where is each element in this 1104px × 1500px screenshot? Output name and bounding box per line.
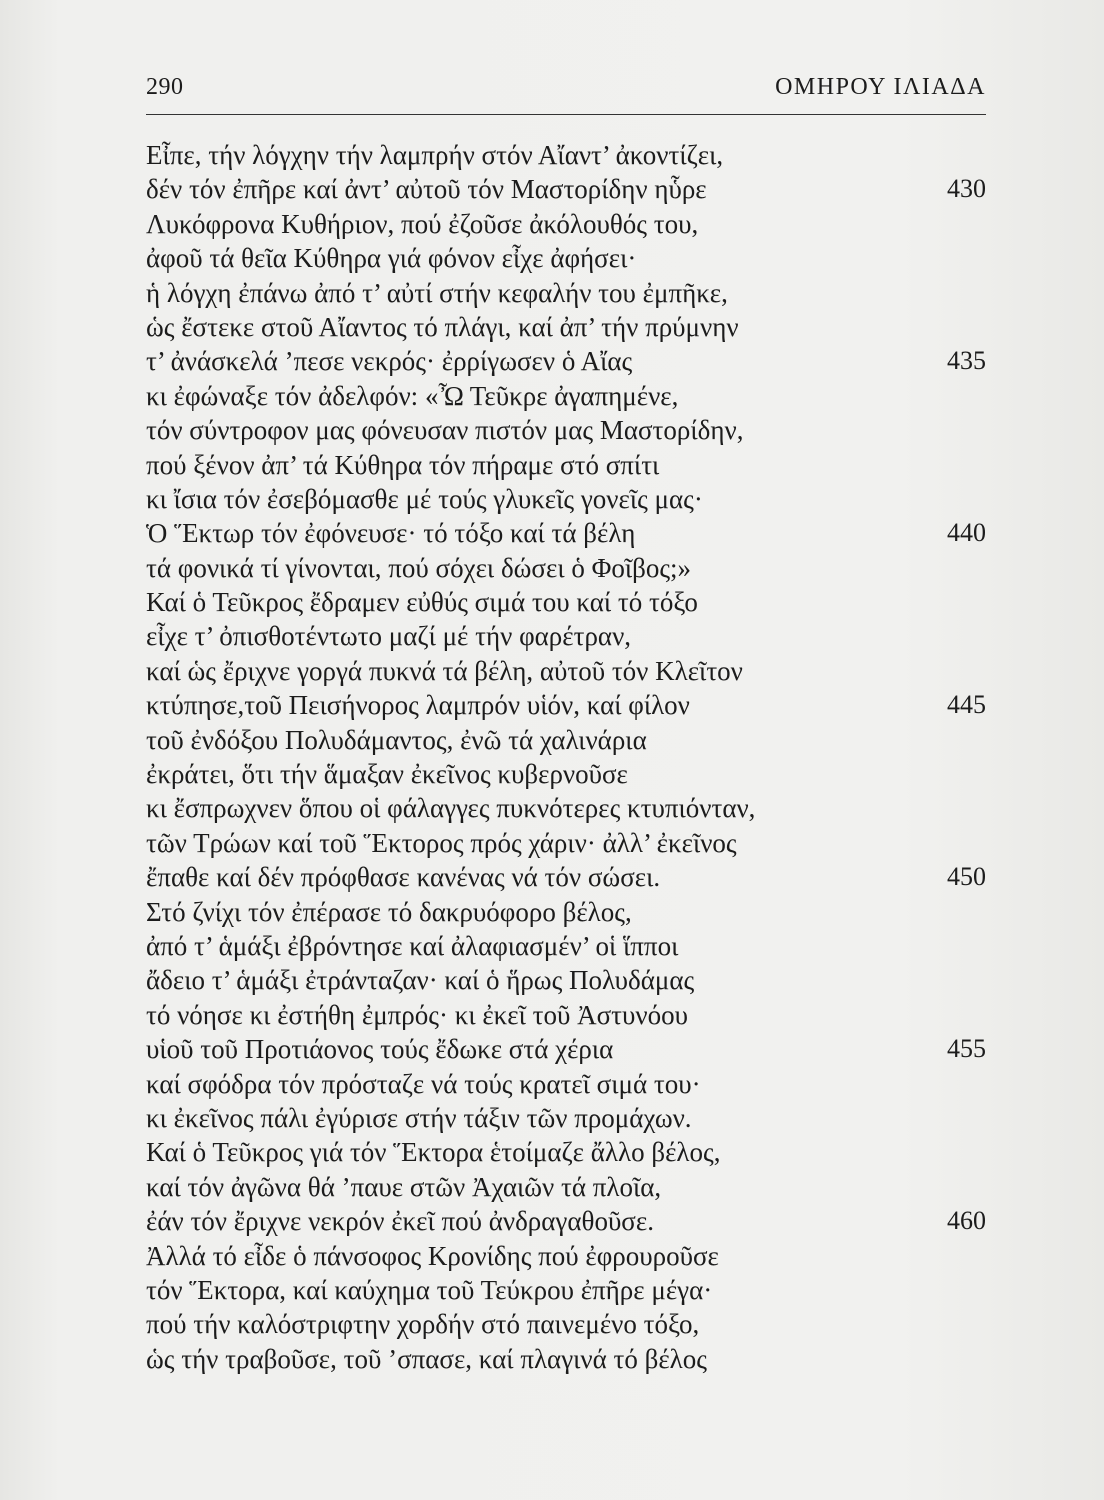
verse-line-text: πού ξένον ἀπ’ τά Κύθηρα τόν πήραμε στό σπίτι — [146, 449, 660, 480]
verse-line — [146, 654, 986, 688]
verse-line — [146, 791, 986, 825]
verse-line — [146, 344, 986, 378]
verse-line-text: Εἶπε, τήν λόγχην τήν λαμπρήν στόν Αἴαντ’ ἀκοντίζει, — [146, 140, 724, 170]
verse-line-text: εἶχε τ’ ὀπισθοτέντωτο μαζί μέ τήν φαρέτραν, — [146, 621, 632, 652]
verse-line-text: ἡ λόγχη ἐπάνω ἀπό τ’ αὐτί στήν κεφαλήν του ἐμπῆκε, — [146, 277, 728, 308]
line-number: 455 — [947, 1034, 986, 1064]
verse-line-text: τόν σύντροφον μας φόνευσαν πιστόν μας Μαστορίδην, — [146, 415, 744, 446]
verse-line-text: κτύπησε,τοῦ Πεισήνορος λαμπρόν υἱόν, καί φίλον — [146, 690, 690, 721]
line-number: 445 — [947, 690, 986, 720]
verse-line — [146, 551, 986, 585]
verse-line — [146, 688, 986, 722]
verse-line-text: κι ἐκεῖνος πάλι ἐγύρισε στήν τάξιν τῶν προμάχων. — [146, 1102, 692, 1133]
verse-line — [146, 482, 986, 516]
line-number: 440 — [947, 518, 986, 548]
verse-line-text: ὡς τήν τραβοῦσε, τοῦ ’σπασε, καί πλαγινά τό βέλος — [146, 1343, 707, 1374]
verse-line — [146, 138, 986, 172]
verse-line — [146, 895, 986, 929]
verse-line — [146, 413, 986, 447]
verse-line-text: δέν τόν ἐπῆρε καί ἀντ’ αὐτοῦ τόν Μαστορίδην ηὗρε — [146, 174, 707, 205]
verse-line-text: ἀπό τ’ ἁμάξι ἐβρόντησε καί ἀλαφιασμέν’ οἱ ἵπποι — [146, 930, 679, 961]
verse-line — [146, 172, 986, 206]
verse-line-text: ἔπαθε καί δέν πρόφθασε κανένας νά τόν σώσει. — [146, 862, 661, 893]
verse-line — [146, 1101, 986, 1135]
verse-line — [146, 860, 986, 894]
verse-line-text: τό νόησε κι ἐστήθη ἐμπρός· κι ἐκεῖ τοῦ Ἀστυνόου — [146, 999, 688, 1030]
verse-line — [146, 1067, 986, 1101]
line-number: 430 — [947, 174, 986, 204]
verse-line — [146, 1307, 986, 1341]
verse-line-text: καί τόν ἀγῶνα θά ’παυε στῶν Ἀχαιῶν τά πλοῖα, — [146, 1171, 662, 1202]
verse-line — [146, 929, 986, 963]
verse-line-text: ἐκράτει, ὅτι τήν ἅμαξαν ἐκεῖνος κυβερνοῦσε — [146, 759, 628, 790]
verse-text-block — [146, 138, 986, 1376]
line-number: 450 — [947, 862, 986, 892]
verse-line — [146, 757, 986, 791]
verse-line-text: Καί ὁ Τεῦκρος ἔδραμεν εὐθύς σιμά του καί τό τόξο — [146, 587, 698, 618]
verse-line — [146, 723, 986, 757]
verse-line-text: τόν Ἕκτορα, καί καύχημα τοῦ Τεύκρου ἐπῆρε μέγα· — [146, 1274, 713, 1305]
verse-line — [146, 998, 986, 1032]
verse-line — [146, 379, 986, 413]
verse-line — [146, 826, 986, 860]
verse-line-text: τ’ ἀνάσκελά ’πεσε νεκρός· ἐρρίγωσεν ὁ Αἴας — [146, 346, 633, 377]
verse-line — [146, 1239, 986, 1273]
running-title: ΟΜΗΡΟΥ ΙΛΙΑΔΑ — [775, 74, 986, 100]
verse-line-text: κι ἐφώναξε τόν ἀδελφόν: «Ὦ Τεῦκρε ἀγαπημένε, — [146, 380, 679, 411]
verse-line-text: τοῦ ἐνδόξου Πολυδάμαντος, ἐνῶ τά χαλινάρια — [146, 724, 647, 755]
verse-line-text: Στό ζνίχι τόν ἐπέρασε τό δακρυόφορο βέλος, — [146, 896, 632, 927]
verse-line-text: κι ἔσπρωχνεν ὅπου οἱ φάλαγγες πυκνότερες κτυπιόνταν, — [146, 793, 756, 824]
verse-line-text: ἀφοῦ τά θεῖα Κύθηρα γιά φόνον εἶχε ἀφήσει· — [146, 243, 637, 274]
verse-line — [146, 516, 986, 550]
verse-line-text: τῶν Τρώων καί τοῦ Ἕκτορος πρός χάριν· ἀλλ’ ἐκεῖνος — [146, 827, 737, 858]
verse-line — [146, 619, 986, 653]
line-number: 460 — [947, 1206, 986, 1236]
verse-line — [146, 448, 986, 482]
verse-line — [146, 310, 986, 344]
verse-line — [146, 1204, 986, 1238]
verse-line-text: ἐάν τόν ἔριχνε νεκρόν ἐκεῖ πού ἀνδραγαθοῦσε. — [146, 1206, 654, 1237]
verse-line-text: κι ἴσια τόν ἐσεβόμασθε μέ τούς γλυκεῖς γονεῖς μας· — [146, 483, 703, 514]
verse-line — [146, 585, 986, 619]
page-number: 290 — [146, 74, 184, 100]
verse-line-text: Λυκόφρονα Κυθήριον, πού ἐζοῦσε ἀκόλουθός του, — [146, 208, 699, 239]
header-rule — [146, 114, 986, 115]
verse-line-text: καί σφόδρα τόν πρόσταζε νά τούς κρατεῖ σιμά του· — [146, 1068, 701, 1099]
verse-line-text: υἱοῦ τοῦ Προτιάονος τούς ἔδωκε στά χέρια — [146, 1034, 614, 1065]
verse-line-text: ὡς ἔστεκε στοῦ Αἴαντος τό πλάγι, καί ἀπ’ τήν πρύμνην — [146, 311, 739, 342]
line-number: 435 — [947, 346, 986, 376]
verse-line — [146, 1273, 986, 1307]
verse-line-text: Καί ὁ Τεῦκρος γιά τόν Ἕκτορα ἑτοίμαζε ἄλλο βέλος, — [146, 1137, 721, 1168]
page-header — [146, 70, 986, 110]
verse-line-text: ἄδειο τ’ ἁμάξι ἐτράνταζαν· καί ὁ ἥρως Πολυδάμας — [146, 965, 695, 996]
verse-line-text: Ὁ Ἕκτωρ τόν ἐφόνευσε· τό τόξο καί τά βέλη — [146, 518, 636, 549]
verse-line-text: πού τήν καλόστριφτην χορδήν στό παινεμένο τόξο, — [146, 1309, 700, 1340]
verse-line-text: Ἀλλά τό εἶδε ὁ πάνσοφος Κρονίδης πού ἐφρουροῦσε — [146, 1240, 719, 1271]
verse-line — [146, 241, 986, 275]
verse-line — [146, 963, 986, 997]
verse-line — [146, 1170, 986, 1204]
verse-line-text: καί ὡς ἔριχνε γοργά πυκνά τά βέλη, αὐτοῦ τόν Κλεῖτον — [146, 655, 743, 686]
verse-line-text: τά φονικά τί γίνονται, πού σόχει δώσει ὁ Φοῖβος;» — [146, 552, 692, 583]
verse-line — [146, 207, 986, 241]
verse-line — [146, 1342, 986, 1376]
verse-line — [146, 1135, 986, 1169]
verse-line — [146, 1032, 986, 1066]
verse-line — [146, 276, 986, 310]
